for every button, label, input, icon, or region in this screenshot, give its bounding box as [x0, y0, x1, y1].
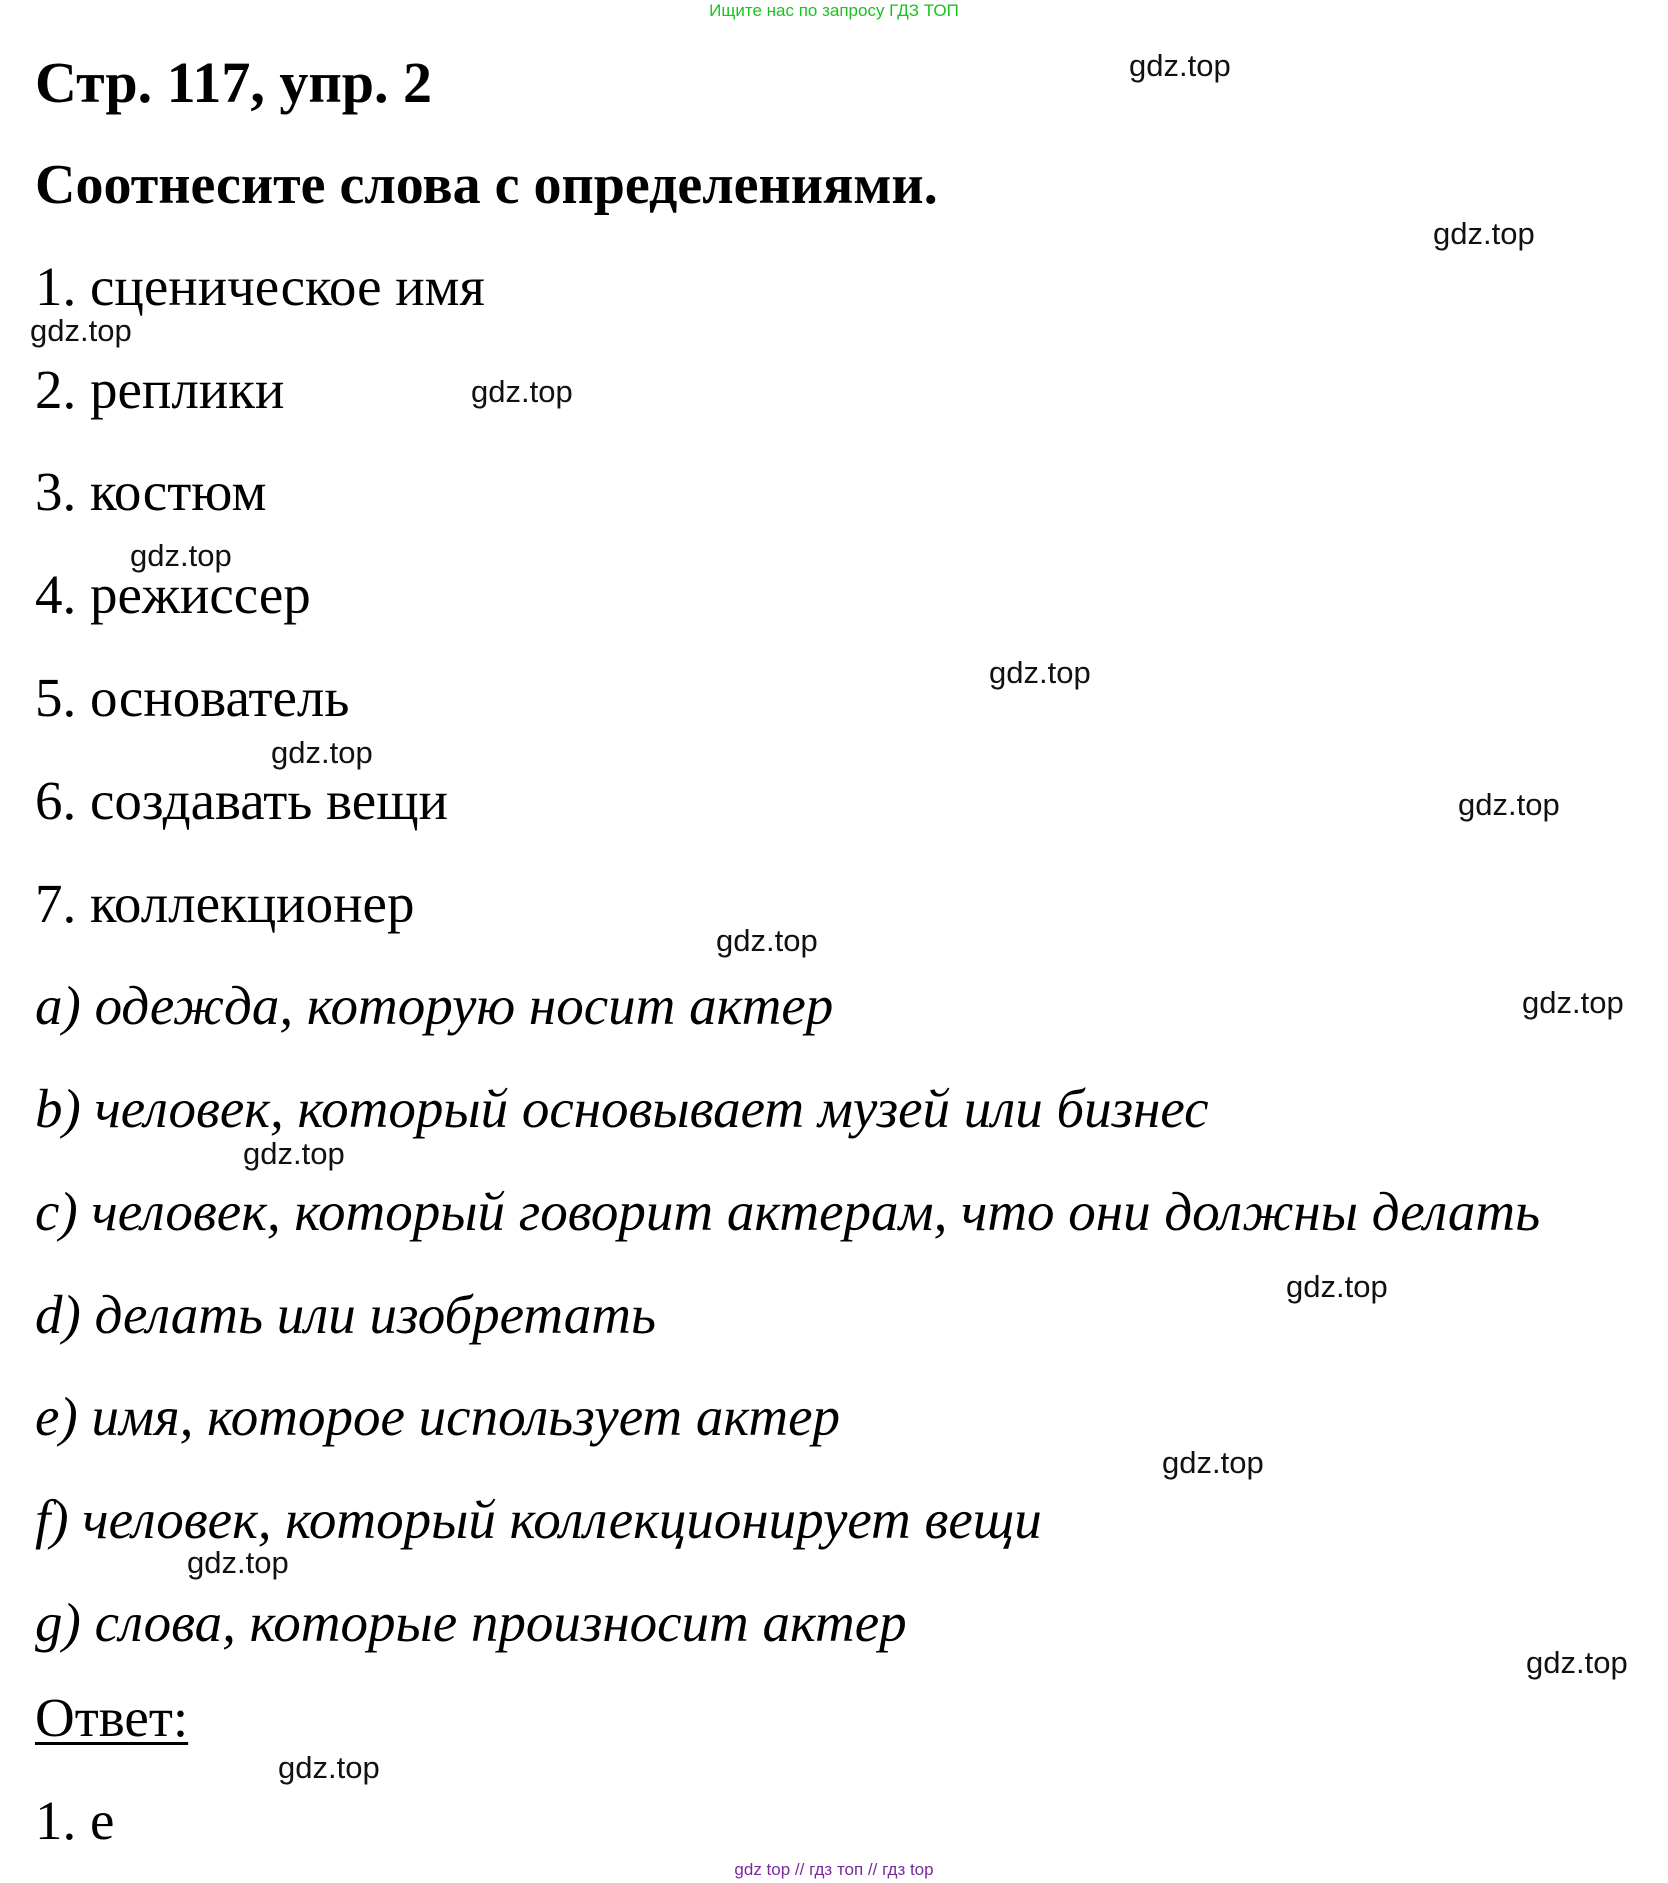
term-item: 7. коллекционер: [35, 873, 415, 934]
definition-item: d) делать или изобретать: [35, 1284, 656, 1345]
definition-item: e) имя, которое использует актер: [35, 1386, 840, 1447]
watermark: gdz.top: [243, 1136, 345, 1171]
definition-item: g) слова, которые произносит актер: [35, 1592, 907, 1653]
watermark: gdz.top: [1433, 216, 1535, 251]
term-item: 1. сценическое имя: [35, 256, 485, 317]
term-item: 2. реплики: [35, 359, 285, 420]
answer-line: 1. e: [35, 1790, 115, 1851]
watermark: gdz.top: [30, 313, 132, 348]
watermark: gdz.top: [278, 1750, 380, 1785]
watermark: gdz.top: [1522, 985, 1624, 1020]
definition-item: b) человек, который основывает музей или бизнес: [35, 1078, 1209, 1139]
watermark: gdz.top: [1458, 787, 1560, 822]
term-item: 3. костюм: [35, 461, 267, 522]
watermark: gdz.top: [130, 538, 232, 573]
exercise-title: Стр. 117, упр. 2: [35, 50, 433, 115]
watermark: gdz.top: [1286, 1269, 1388, 1304]
watermark: gdz.top: [471, 374, 573, 409]
term-item: 5. основатель: [35, 667, 350, 728]
watermark: gdz.top: [1129, 48, 1231, 83]
term-item: 4. режиссер: [35, 564, 311, 625]
watermark: gdz.top: [271, 735, 373, 770]
answer-heading: Ответ:: [35, 1687, 189, 1748]
definition-item: f) человек, который коллекционирует вещи: [35, 1489, 1042, 1550]
definition-item: c) человек, который говорит актерам, что они должны делать: [35, 1181, 1541, 1242]
term-item: 6. создавать вещи: [35, 770, 448, 831]
exercise-instruction: Соотнесите слова с определениями.: [35, 154, 938, 216]
top-banner: Ищите нас по запросу ГДЗ ТОП: [709, 1, 959, 20]
watermark: gdz.top: [989, 655, 1091, 690]
watermark: gdz.top: [1526, 1645, 1628, 1680]
bottom-banner: gdz top // гдз топ // гдз top: [734, 1860, 934, 1879]
definition-item: a) одежда, которую носит актер: [35, 975, 834, 1036]
watermark: gdz.top: [1162, 1445, 1264, 1480]
watermark: gdz.top: [716, 923, 818, 958]
watermark: gdz.top: [187, 1545, 289, 1580]
